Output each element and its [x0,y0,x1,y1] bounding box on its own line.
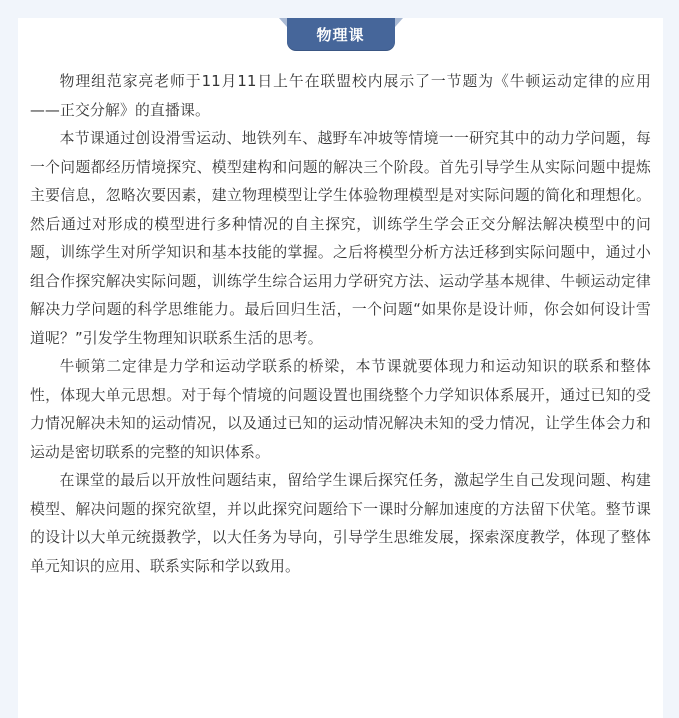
article-body [30,68,651,581]
paragraph-conclusion: 在课堂的最后以开放性问题结束，留给学生课后探究任务，激起学生自己发现问题、构建模型、解决问题的探究欲望，并以此探究问题给下一课时分解加速度的方法留下伏笔。整节课的设计以大单元统摄教学，以大任务为导向，引导学生思维发展，探索深度教学，体现了整体单元知识的应用、联系实际和学以致用。 [30,472,651,575]
section-title-badge: 物理课 [287,18,395,50]
article-card [18,18,663,718]
paragraph-newton-law: 牛顿第二定律是力学和运动学联系的桥梁，本节课就要体现力和运动知识的联系和整体性，体现大单元思想。对于每个情境的问题设置也围绕整个力学知识体系展开，通过已知的受力情况解决未知的运动情况，以及通过已知的运动情况解决未知的受力情况，让学生体会力和运动是密切联系的完整的知识体系。 [30,358,651,461]
paragraph-lesson-design: 本节课通过创设滑雪运动、地铁列车、越野车冲坡等情境一一研究其中的动力学问题，每一个问题都经历情境探究、模型建构和问题的解决三个阶段。首先引导学生从实际问题中提炼主要信息，忽略次要因素，建立物理模型让学生体验物理模型是对实际问题的简化和理想化。然后通过对形成的模型进行多种情况的自主探究，训练学生学会正交分解法解决模型中的问题，训练学生对所学知识和基本技能的掌握。之后将模型分析方法迁移到实际问题中，通过小组合作探究解决实际问题，训练学生综合运用力学研究方法、运动学基本规律、牛顿运动定律解决力学问题的科学思维能力。最后回归生活，一个问题“如果你是设计师，你会如何设计雪道呢？”引发学生物理知识联系生活的思考。 [30,130,651,347]
paragraph-intro: 物理组范家亮老师于11月11日上午在联盟校内展示了一节题为《牛顿运动定律的应用——正交分解》的直播课。 [30,73,651,119]
